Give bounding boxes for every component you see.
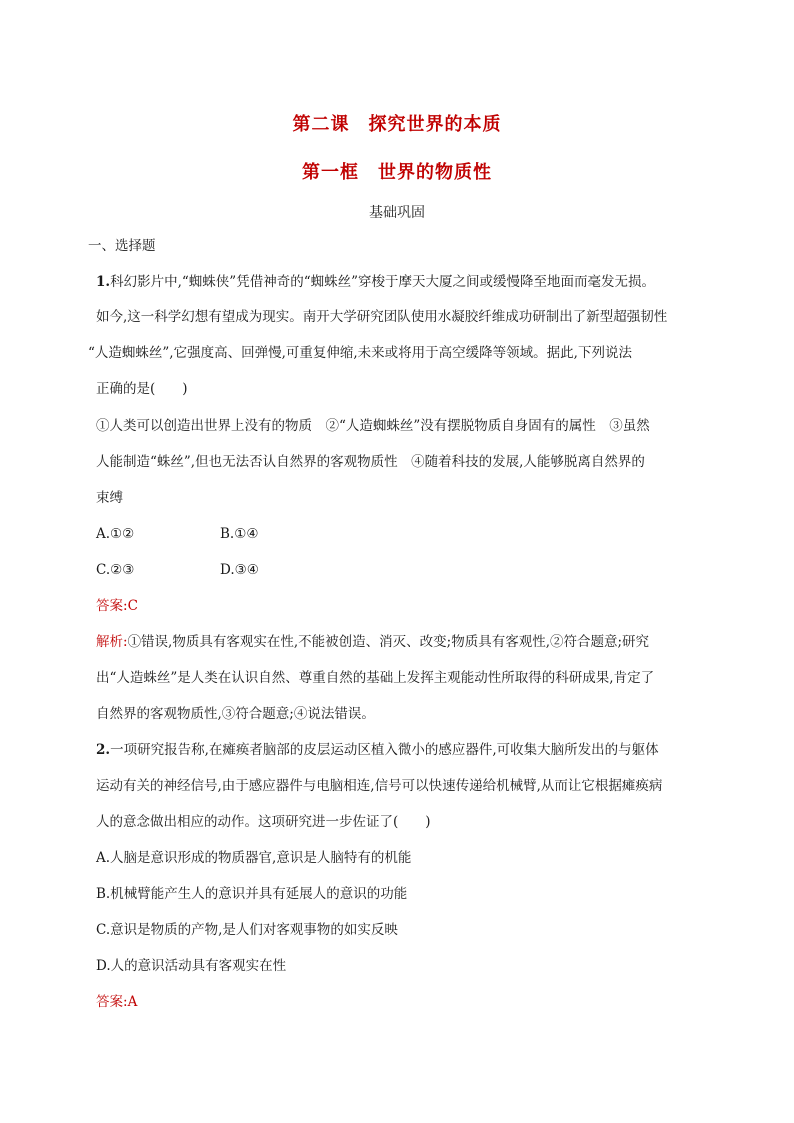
question-2-number: 2.: [96, 742, 111, 758]
question-1-statement-2: 人能制造“蛛丝”,但也无法否认自然界的客观物质性 ④随着科技的发展,人能够脱离自然界的: [96, 454, 645, 470]
question-1-answer: 答案:C: [96, 598, 138, 614]
question-1-option-d: D.③④: [220, 562, 259, 578]
question-1-answer-value: C: [127, 598, 138, 614]
question-2-option-b: B.机械臂能产生人的意识并具有延展人的意识的功能: [96, 886, 408, 902]
question-1-option-c: C.②③: [96, 562, 135, 578]
question-1-analysis-1: 解析:①错误,物质具有客观实在性,不能被创造、消灭、改变;物质具有客观性,②符合题意;研究: [96, 634, 650, 650]
question-1-line-3: “人造蜘蛛丝”,它强度高、回弹慢,可重复伸缩,未来或将用于高空缓降等领域。据此,下列说法: [88, 345, 632, 361]
question-1-option-a: A.①②: [96, 526, 135, 542]
question-2-line-3: 人的意念做出相应的动作。这项研究进一步佐证了( ): [96, 814, 431, 830]
question-1-statement-1: ①人类可以创造出世界上没有的物质 ②“人造蜘蛛丝”没有摆脱物质自身固有的属性 ③虽然: [96, 418, 650, 434]
question-2-line-1: 2.一项研究报告称,在瘫痪者脑部的皮层运动区植入微小的感应器件,可收集大脑所发出的与躯体: [96, 742, 659, 758]
analysis-label: 解析:: [96, 634, 128, 650]
question-1-line-1: 1.科幻影片中,“蜘蛛侠”凭借神奇的“蜘蛛丝”穿梭于摩天大厦之间或缓慢降至地面而毫发无损。: [96, 274, 655, 290]
question-2-line-2: 运动有关的神经信号,由于感应器件与电脑相连,信号可以快速传递给机械臂,从而让它根据瘫痪病: [96, 778, 663, 794]
question-2-option-d: D.人的意识活动具有客观实在性: [96, 958, 287, 974]
question-1-number: 1.: [96, 274, 111, 290]
section-title: 第一框 世界的物质性: [302, 162, 492, 183]
question-2-option-a: A.人脑是意识形成的物质器官,意识是人脑特有的机能: [96, 850, 412, 866]
question-1-line-2: 如今,这一科学幻想有望成为现实。南开大学研究团队使用水凝胶纤维成功研制出了新型超强韧性: [96, 309, 668, 325]
question-1-line-4: 正确的是( ): [96, 381, 188, 397]
question-2-option-c: C.意识是物质的产物,是人们对客观事物的如实反映: [96, 922, 398, 938]
question-2-answer-value: A: [127, 994, 138, 1010]
question-2-answer: 答案:A: [96, 994, 138, 1010]
question-1-option-b: B.①④: [220, 526, 259, 542]
section-heading: 一、选择题: [88, 238, 156, 254]
question-1-analysis-2: 出“人造蛛丝”是人类在认识自然、尊重自然的基础上发挥主观能动性所取得的科研成果,肯定了: [96, 670, 655, 686]
page-subtitle: 基础巩固: [369, 205, 425, 221]
question-1-analysis-3: 自然界的客观物质性,③符合题意;④说法错误。: [96, 706, 375, 722]
question-1-statement-3: 束缚: [96, 490, 123, 506]
lesson-title: 第二课 探究世界的本质: [292, 114, 502, 135]
